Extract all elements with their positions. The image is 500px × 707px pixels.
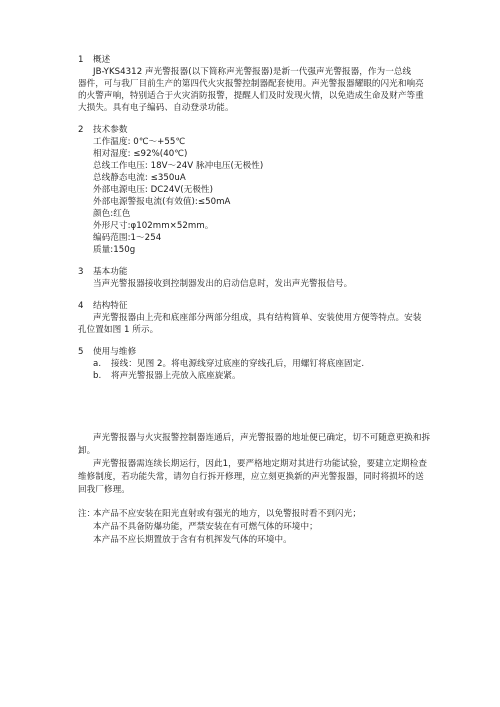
section-3-heading: 基本功能 [93,267,128,277]
section-4-line-1: 声光警报器由上壳和底座部分两部分组成，具有结构简单、安装使用方便等特点。安装 [93,313,422,323]
section-1-line-3: 的火警声响，特别适合于火灾消防报警，提醒人们及时发现火情，以免造成生命及财产等重 [78,91,424,101]
param-external-voltage: 外部电源电压: DC24V(无极性) [93,185,214,195]
section-1-heading: 概述 [93,55,111,65]
section-1-line-2: 器件，可与我厂目前生产的第四代火灾报警控制器配套使用。声光警报器耀眼的闪光和响亮 [78,79,424,89]
section-1-line-1: JB-YKS4312 声光警报器(以下简称声光警报器)是新一代强声光警报器，作为一总线 [93,67,412,77]
param-color: 颜色:红色 [93,209,131,219]
note-line-2: 本产品不具备防爆功能，严禁安装在有可燃气体的环境中； [93,522,318,532]
section-3-line-1: 当声光警报器接收到控制器发出的启动信息时，发出声光警报信号。 [93,279,353,289]
note-line-3: 本产品不应长期置放于含有有机挥发气体的环境中。 [93,535,292,545]
maintenance-line-4: 维修制度，若功能失常，请勿自行拆开修理，应立刻更换新的声光警报器，同时将损坏的送 [78,472,424,482]
maintenance-line-3: 声光警报器需连续长期运行，因此1，要严格地定期对其进行功能试验，要建立定期检查 [93,459,427,469]
section-5-heading: 使用与维修 [93,347,137,357]
section-2-heading: 技术参数 [93,125,128,135]
param-bus-voltage: 总线工作电压: 18V～24V 脉冲电压(无极性) [93,161,264,171]
maintenance-line-1: 声光警报器与火灾报警控制器连通后，声光警报器的地址便已确定，切不可随意更换和拆 [93,433,431,443]
step-a-text: 接线：见图 2。将电源线穿过底座的穿线孔后，用螺钉将底座固定. [111,359,365,369]
step-b-text: 将声光警报器上壳放入底座旋紧。 [111,371,241,381]
param-code-range: 编码范围:1～254 [93,233,162,243]
param-operating-temperature: 工作温度: 0℃～+55℃ [93,137,186,147]
param-alarm-current: 外部电源警报电流(有效值):≤50mA [93,197,231,207]
step-a-marker: a. [93,359,102,369]
section-1-number: 1 [78,55,84,65]
notes-label: 注： [78,509,96,519]
section-4-number: 4 [78,301,84,311]
param-bus-static-current: 总线静态电流: ≤350uA [93,173,186,183]
section-3-number: 3 [78,267,84,277]
section-2-number: 2 [78,125,84,135]
section-4-line-2: 孔位置如图 1 所示。 [78,325,159,335]
param-relative-humidity: 相对湿度: ≤92%(40℃) [93,149,188,159]
param-weight: 质量:150g [93,245,136,255]
param-dimensions: 外形尺寸:φ102mm×52mm。 [93,221,214,231]
note-line-1: 本产品不应安装在阳光直射或有强光的地方，以免警报时看不到闪光； [93,509,361,519]
maintenance-line-2: 卸。 [78,446,96,456]
step-b-marker: b. [93,371,102,381]
section-1-line-4: 大损失。具有电子编码、自动登录功能。 [78,103,234,113]
maintenance-line-5: 回我厂修理。 [78,485,130,495]
section-5-number: 5 [78,347,84,357]
section-4-heading: 结构特征 [93,301,128,311]
